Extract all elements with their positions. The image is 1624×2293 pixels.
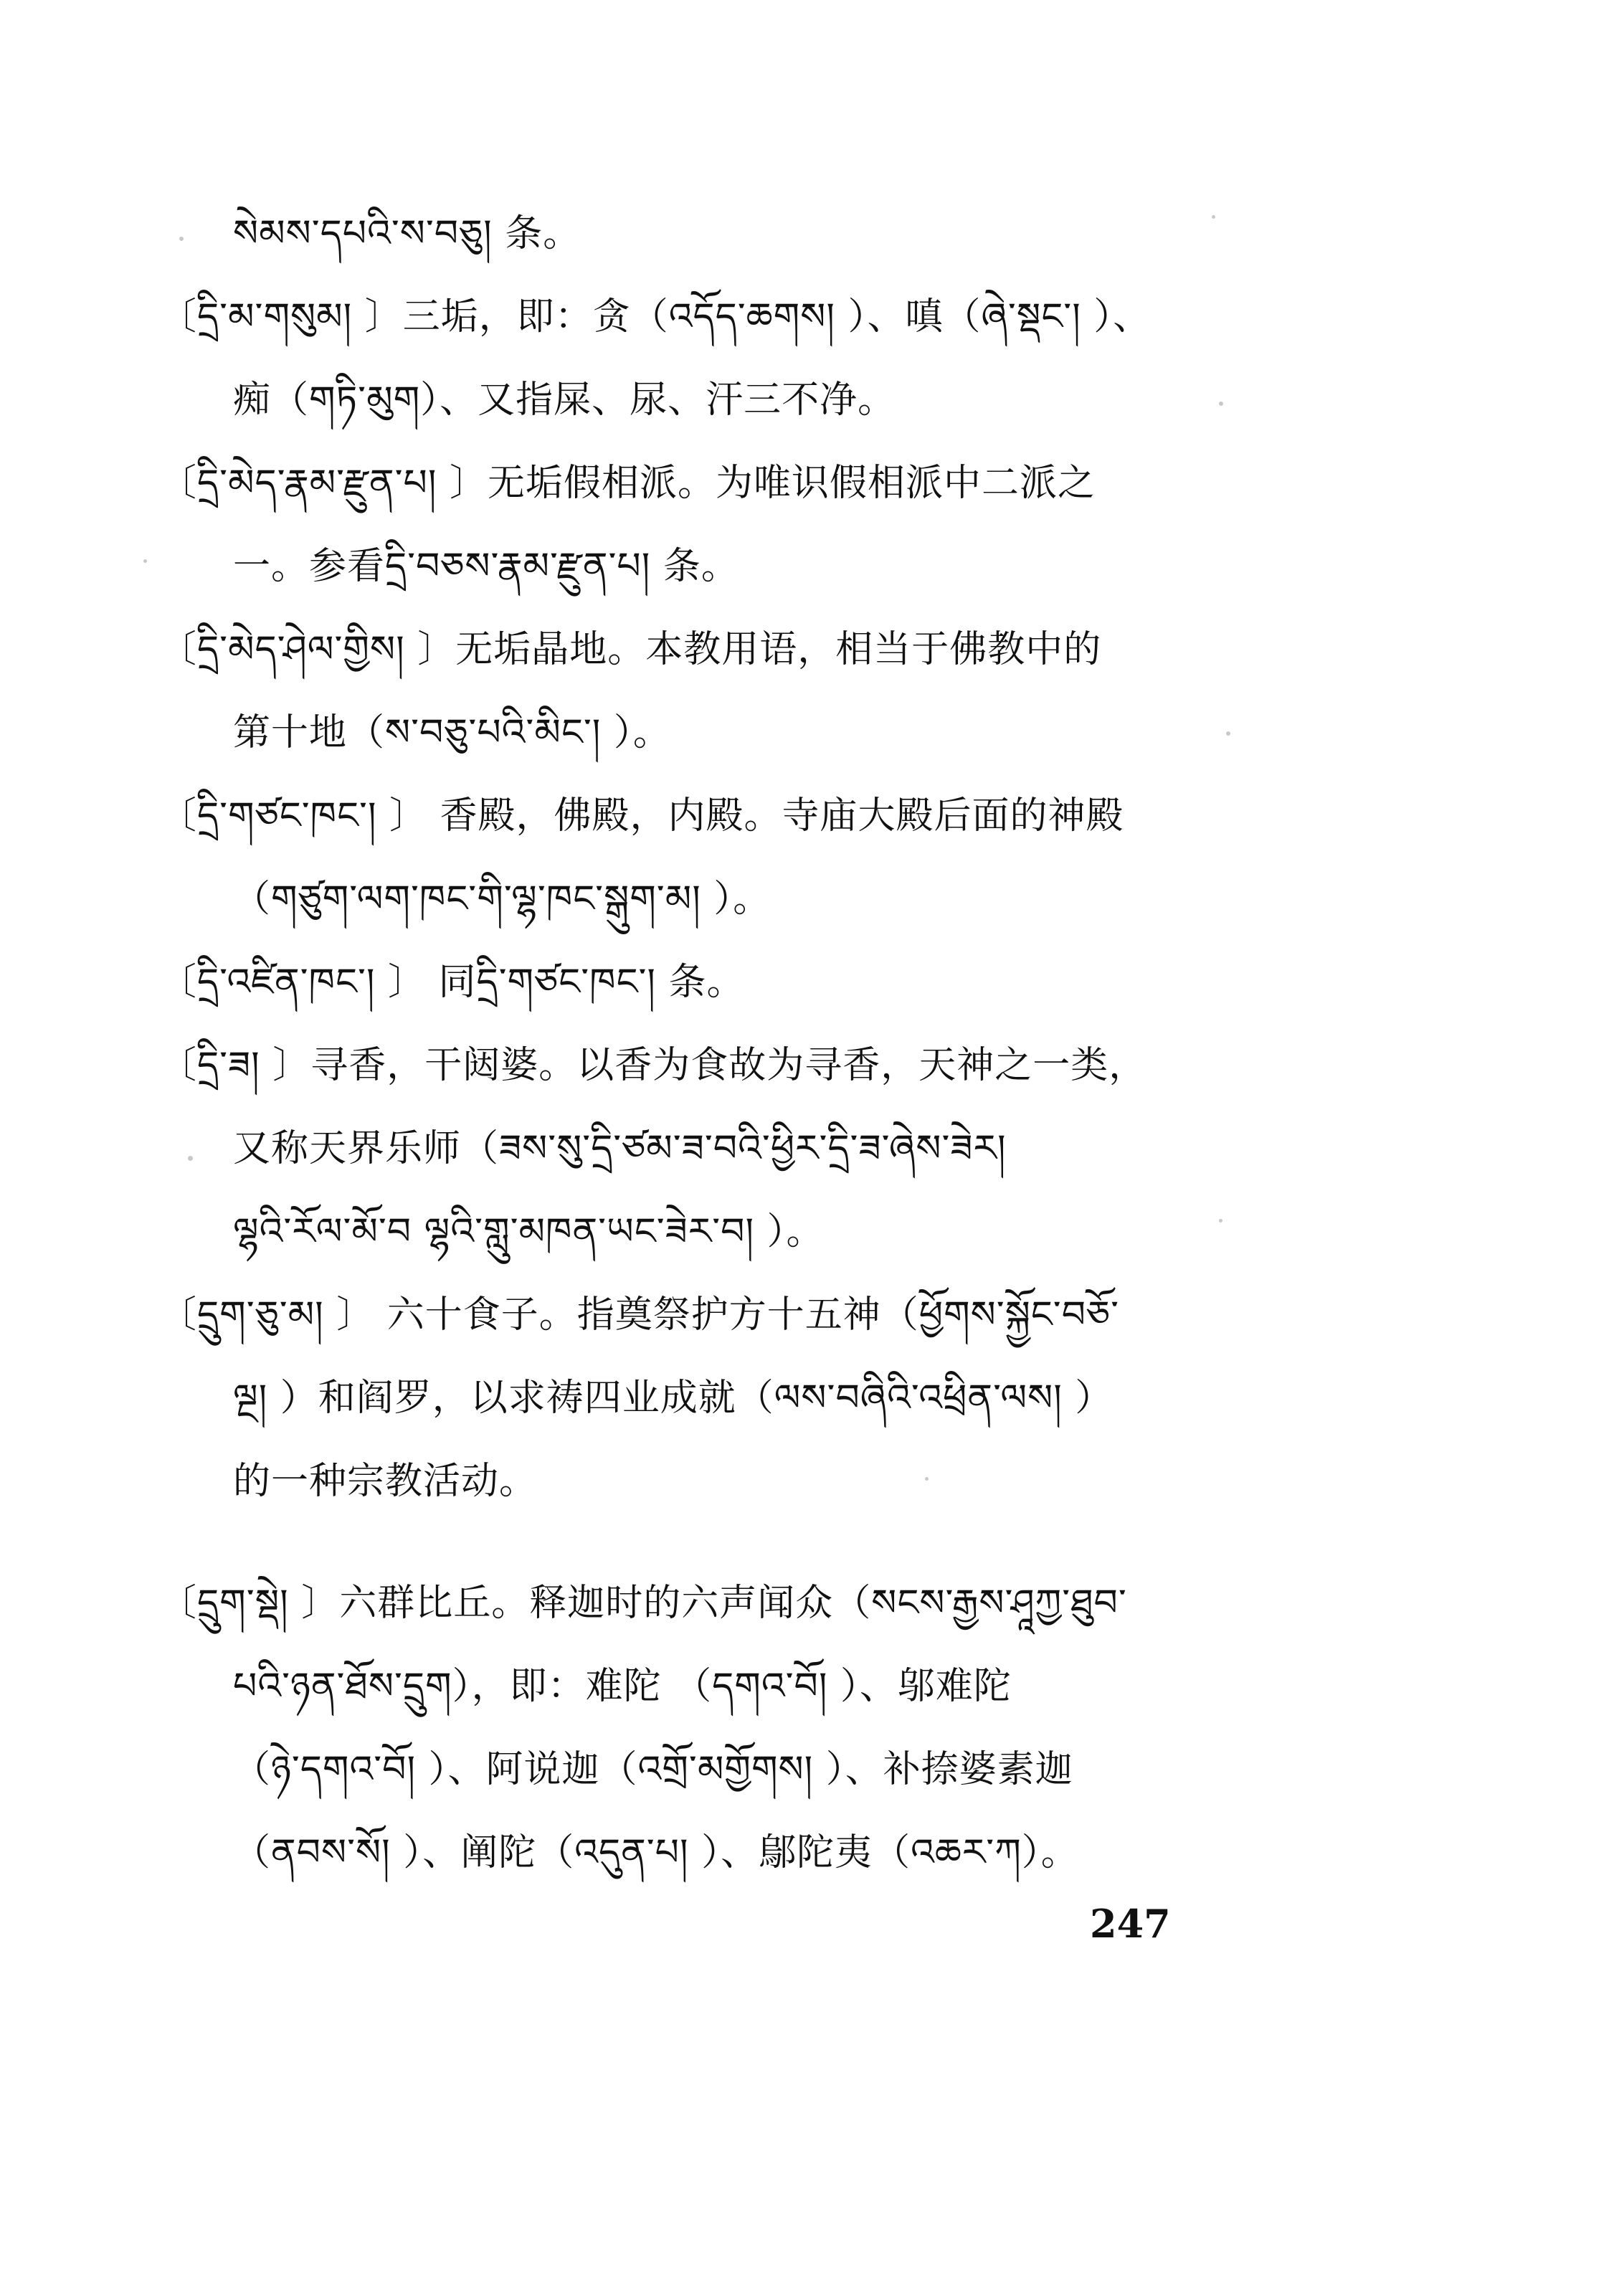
entry-line: ལྔ། ）和阎罗，以求祷四业成就（ལས་བཞིའི་འཕྲིན་ལས། ）: [233, 1377, 1113, 1420]
entry-line: 又称天界乐师（ཟས་སུ་དྲི་ཙམ་ཟ་བའི་ཕྱིར་དྲི་ཟ་ཞེས་ཟེར།: [233, 1127, 1007, 1170]
scan-speck: [188, 1156, 193, 1161]
entry-line: 第十地（ས་བཅུ་པའི་མིང་། ）。: [233, 711, 671, 754]
scan-speck: [1212, 215, 1215, 219]
entry-line: （ནབས་སོ། ）、阐陀（འདུན་པ། ）、鄔陀夷（འཆར་ཀ）。: [233, 1831, 1079, 1874]
scan-speck: [1226, 731, 1230, 736]
entry-line: （གཙུག་ལག་ཁང་གི་ལྷ་ཁང་སྒུག་མ། ）。: [233, 878, 771, 921]
entry-line: 一。参看དྲི་བཅས་རྣམ་རྫུན་པ། 条。: [233, 545, 739, 588]
entry-line: 〔དྲི་མ་གསུམ། 〕三垢，即：贪（འདོད་ཆགས། ）、嗔（ཞེ་སྡང་། ）、: [159, 295, 1151, 338]
entry-line: པའི་ཉན་ཐོས་དྲུག），即：难陀 （དགའ་བོ། ）、邬难陀: [233, 1665, 1012, 1708]
entry-line: 〔དྲི་མེད་ཤེལ་གྱིས། 〕无垢晶地。本教用语，相当于佛教中的: [159, 628, 1102, 671]
entry-line: 〔དྲི་གཙང་ཁང་། 〕 香殿，佛殿，内殿。寺庙大殿后面的神殿: [159, 794, 1124, 837]
scan-speck: [1219, 402, 1223, 406]
entry-line: 〔དྲི་མེད་རྣམ་རྫུན་པ། 〕无垢假相派。为唯识假相派中二派之: [159, 462, 1096, 505]
entry-line: 〔དྲི་ཟ། 〕寻香，干闼婆。以香为食故为寻香，天神之一类，: [159, 1044, 1147, 1087]
entry-line: 的一种宗教活动。: [233, 1460, 538, 1503]
entry-line: 痴（གཏི་མུག）、又指屎、尿、汗三不净。: [233, 379, 896, 422]
entry-line: （ཉེ་དགའ་བོ། ）、阿说迦（འགྲོ་མགྱོགས། ）、补捺婆素迦: [233, 1748, 1073, 1791]
entry-line: 〔དྲུག་ཅུ་མ། 〕 六十食子。指奠祭护方十五神（ཕྱོགས་སྐྱོང་བཅོ་: [159, 1293, 1120, 1337]
entry-line: 〔དྲི་འཛིན་ཁང་། 〕 同དྲི་གཙང་ཁང་། 条。: [159, 961, 745, 1004]
scan-speck: [179, 237, 184, 241]
scan-speck: [143, 559, 147, 563]
page-number: 247: [1090, 1901, 1171, 1947]
scan-speck: [1219, 1219, 1222, 1223]
entry-line: སེམས་དཔའི་ས་བཅུ། 条。: [233, 212, 581, 255]
scan-speck: [925, 1477, 929, 1481]
entry-line: ལྷའི་རོལ་མོ་བ ལྷའི་གླུ་མཁན་ཡང་ཟེར་བ། ）。: [233, 1210, 825, 1253]
entry-line: 〔དྲུག་སྡེ། 〕六群比丘。释迦时的六声闻众（སངས་རྒྱས་ཤཱཀྱ་ཐུབ་: [159, 1582, 1127, 1625]
